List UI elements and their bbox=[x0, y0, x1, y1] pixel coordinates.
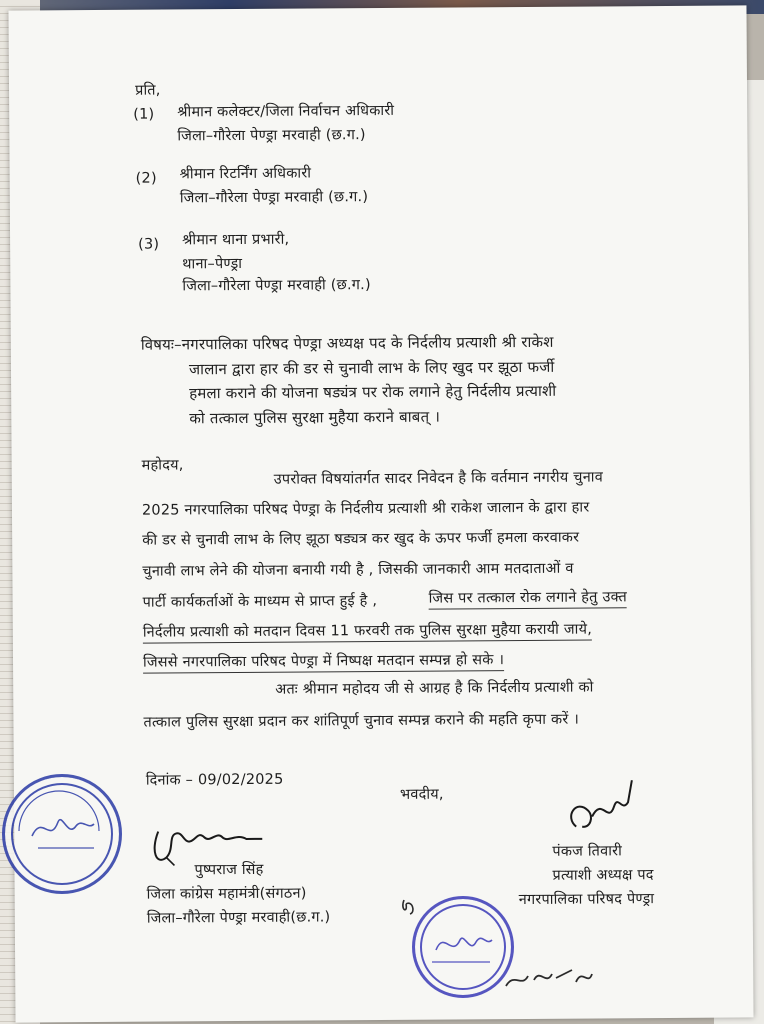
body-line-1: उपरोक्त विषयांतर्गत सादर निवेदन है कि वर्तमान नगरीय चुनाव bbox=[273, 469, 604, 488]
signatory-left-name: पुष्पराज सिंह bbox=[194, 861, 264, 879]
body-line-9: तत्काल पुलिस सुरक्षा प्रदान कर शांतिपूर्ण चुनाव सम्पन्न कराने की महति कृपा करें । bbox=[143, 711, 580, 731]
body-line-5a: पार्टी कार्यकर्ताओं के माध्यम से प्राप्त हुई है , bbox=[142, 593, 378, 611]
closing-bhavdiya: भवदीय, bbox=[399, 786, 444, 803]
signatory-left-district: जिला–गौरेला पेण्ड्रा मरवाही(छ.ग.) bbox=[146, 909, 331, 927]
received-handwriting bbox=[396, 890, 596, 1000]
police-station-stamp bbox=[2, 774, 122, 894]
body-line-7: जिससे नगरपालिका परिषद पेण्ड्रा में निष्पक्ष मतदान सम्पन्न हो सके । bbox=[143, 651, 504, 674]
letter-date: दिनांक – 09/02/2025 bbox=[145, 771, 284, 789]
letter-page bbox=[8, 5, 753, 1022]
recipient-2-line1: श्रीमान रिटर्निंग अधिकारी bbox=[179, 165, 312, 183]
signatory-right-title: प्रत्याशी अध्यक्ष पद bbox=[552, 867, 654, 884]
signatory-right-body: नगरपालिका परिषद पेण्ड्रा bbox=[518, 891, 655, 909]
subject-line-2: जालान द्वारा हार की डर से चुनावी लाभ के लिए खुद पर झूठा फर्जी bbox=[188, 357, 555, 379]
signatory-left-title: जिला कांग्रेस महामंत्री(संगठन) bbox=[146, 885, 307, 903]
recipient-3-line3: जिला–गौरेला पेण्ड्रा मरवाही (छ.ग.) bbox=[182, 277, 371, 295]
body-line-2: 2025 नगरपालिका परिषद पेण्ड्रा के निर्दलीय प्रत्याशी श्री राकेश जालान के द्वारा हार bbox=[141, 499, 590, 519]
recipient-3-num: (3) bbox=[138, 236, 160, 253]
subject-line-1: विषयः–नगरपालिका परिषद पेण्ड्रा अध्यक्ष पद के निर्दलीय प्रत्याशी श्री राकेश bbox=[140, 332, 554, 354]
body-line-4: चुनावी लाभ लेने की योजना बनायी गयी है , जिसकी जानकारी आम मतदाताओं व bbox=[142, 560, 574, 580]
body-line-3: की डर से चुनावी लाभ के लिए झूठा षड्यत्र कर खुद के ऊपर फर्जी हमला करवाकर bbox=[142, 529, 580, 549]
signature-right bbox=[562, 776, 642, 843]
subject-line-3: हमला कराने की योजना षड्यंत्र पर रोक लगाने हेतु निर्दलीय प्रत्याशी bbox=[189, 381, 557, 403]
recipient-2-num: (2) bbox=[135, 170, 157, 187]
body-line-6: निर्दलीय प्रत्याशी को मतदान दिवस 11 फरवरी तक पुलिस सुरक्षा मुहैया करायी जाये, bbox=[143, 621, 592, 644]
recipient-1-num: (1) bbox=[133, 106, 155, 123]
recipient-1-line2: जिला–गौरेला पेण्ड्रा मरवाही (छ.ग.) bbox=[177, 127, 366, 145]
recipient-3-line1: श्रीमान थाना प्रभारी, bbox=[182, 231, 290, 249]
subject-line-4: को तत्काल पुलिस सुरक्षा मुहैया कराने बाबत् । bbox=[189, 407, 441, 428]
signatory-right-name: पंकज तिवारी bbox=[552, 843, 623, 860]
prati-label: प्रति, bbox=[134, 82, 161, 99]
recipient-2-line2: जिला–गौरेला पेण्ड्रा मरवाही (छ.ग.) bbox=[179, 189, 369, 207]
recipient-3-line2: थाना–पेण्ड्रा bbox=[182, 255, 243, 273]
recipient-1-line1: श्रीमान कलेक्टर/जिला निर्वाचन अधिकारी bbox=[177, 102, 395, 121]
body-line-8: अतः श्रीमान महोदय जी से आग्रह है कि निर्दलीय प्रत्याशी को bbox=[275, 679, 594, 698]
salutation: महोदय, bbox=[141, 457, 184, 474]
body-line-5b: जिस पर तत्काल रोक लगाने हेतु उक्त bbox=[429, 588, 628, 609]
